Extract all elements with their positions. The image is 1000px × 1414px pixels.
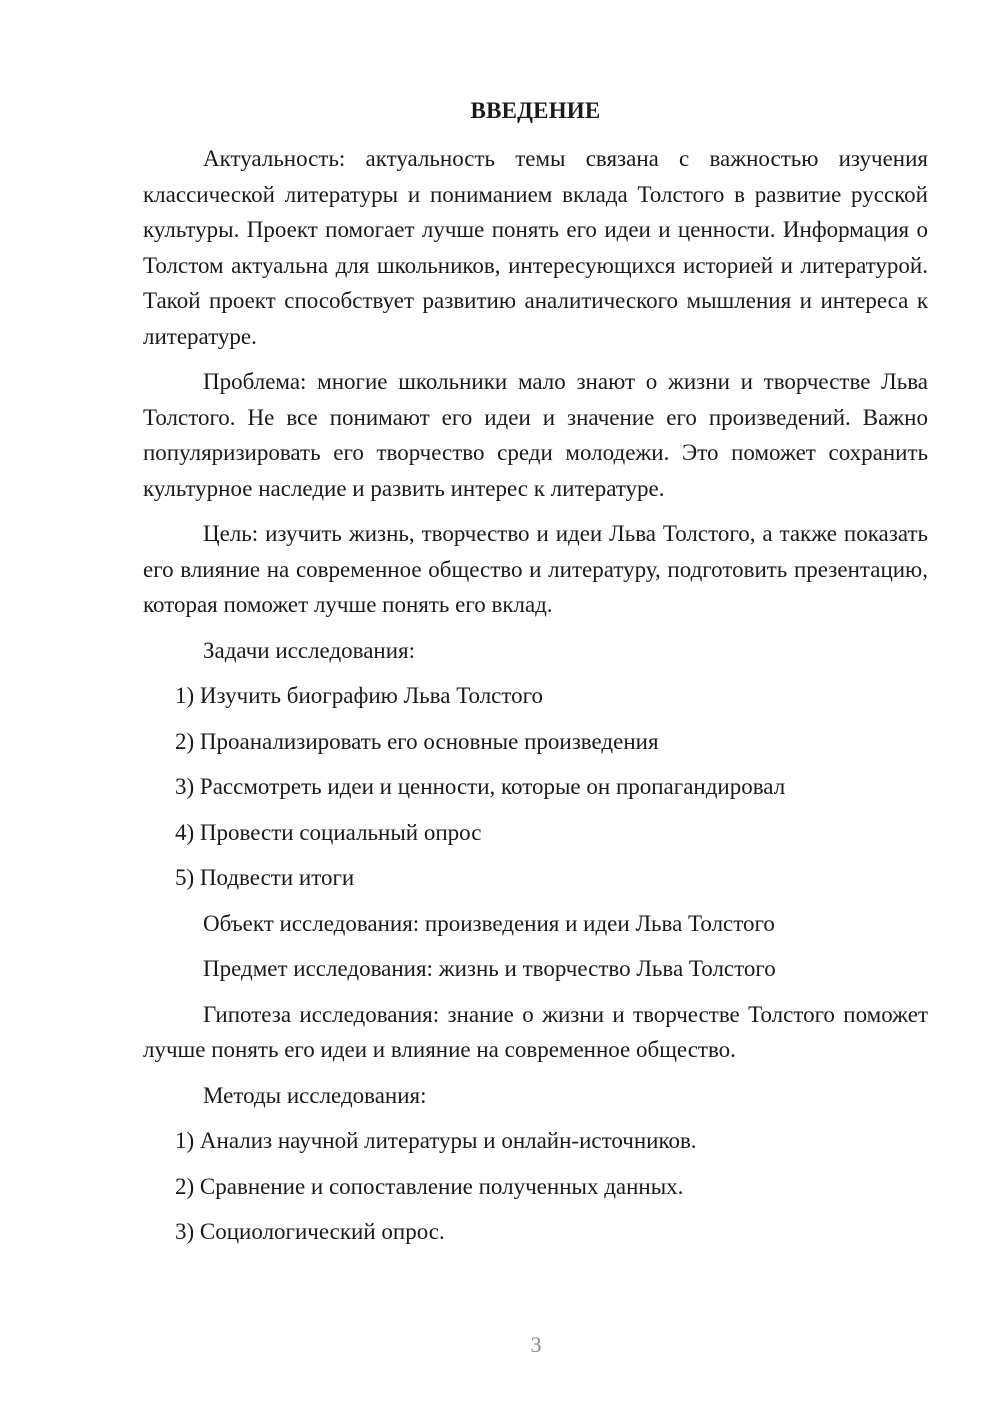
problem-paragraph: Проблема: многие школьники мало знают о жизни и творчестве Льва Толстого. Не все понимают его идеи и значение его произведений. Важно популяризировать его творчество среди молодежи. Это поможет сохранить культурное наследие и развить интерес к литературе. — [143, 369, 928, 501]
page-content — [143, 96, 928, 1260]
list-item: 3) Рассмотреть идеи и ценности, которые он пропагандировал — [175, 774, 786, 799]
object-paragraph: Объект исследования: произведения и идеи Льва Толстого — [203, 910, 775, 936]
list-item: 1) Изучить биографию Льва Толстого — [175, 683, 543, 708]
methods-heading: Методы исследования: — [203, 1082, 427, 1108]
list-item: 4) Провести социальный опрос — [175, 819, 482, 845]
methods-list — [143, 1123, 928, 1250]
list-item: 2) Сравнение и сопоставление полученных данных. — [175, 1173, 684, 1199]
tasks-heading: Задачи исследования: — [203, 637, 416, 663]
tasks-list — [143, 678, 928, 896]
subject-paragraph: Предмет исследования: жизнь и творчество Льва Толстого — [203, 956, 776, 981]
list-item: 1) Анализ научной литературы и онлайн-источников. — [175, 1128, 697, 1153]
hypothesis-paragraph: Гипотеза исследования: знание о жизни и творчестве Толстого поможет лучше понять его идеи и влияние на современное общество. — [143, 1001, 928, 1062]
relevance-paragraph: Актуальность: актуальность темы связана с важностью изучения классической литературы и пониманием вклада Толстого в развитие русской культуры. Проект помогает лучше понять его идеи и ценности. Информация о Толстом актуальна для школьников, интересующихся историей и литературой. Такой проект способствует развитию аналитического мышления и интереса к литературе. — [143, 146, 928, 349]
list-item: 3) Социологический опрос. — [175, 1219, 445, 1244]
page-number: 3 — [530, 1332, 542, 1357]
list-item: 5) Подвести итоги — [175, 865, 355, 890]
list-item: 2) Проанализировать его основные произведения — [175, 728, 659, 754]
goal-paragraph: Цель: изучить жизнь, творчество и идеи Льва Толстого, а также показать его влияние на современное общество и литературу, подготовить презентацию, которая поможет лучше понять его вклад. — [143, 521, 928, 617]
section-title: ВВЕДЕНИЕ — [470, 98, 601, 123]
